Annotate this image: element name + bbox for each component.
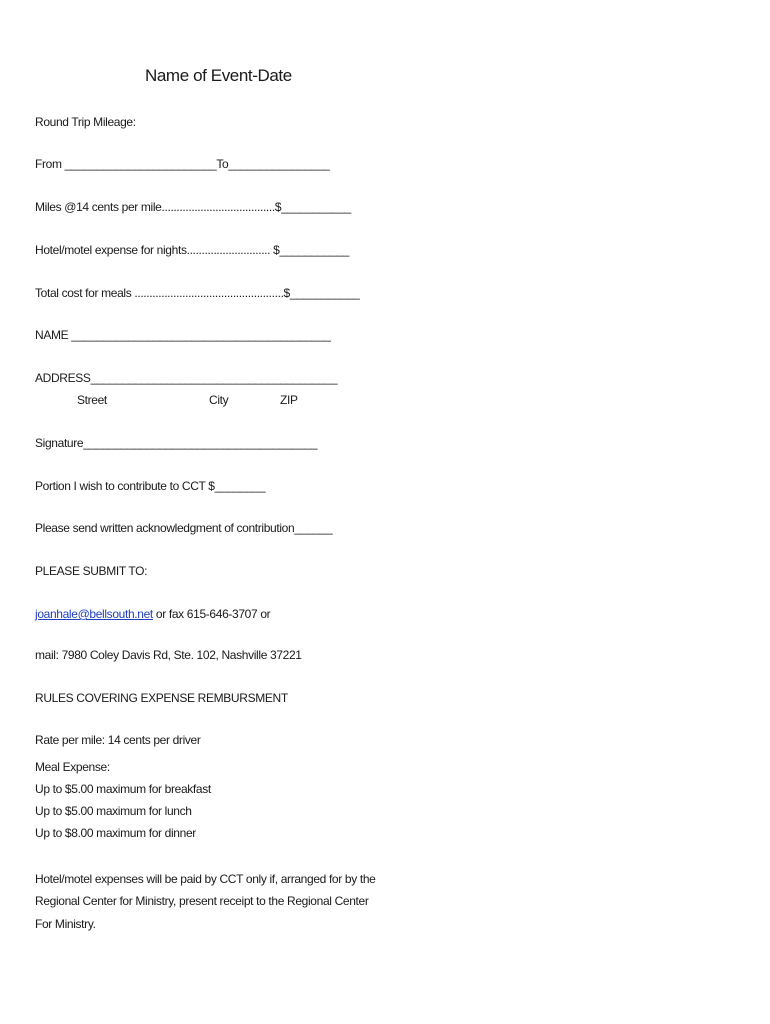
meal-expense-heading: Meal Expense: (35, 760, 110, 774)
rate-rule: Rate per mile: 14 cents per driver (35, 733, 201, 747)
signature-field: Signature_____________________________________ (35, 436, 318, 450)
submit-contact-line (35, 607, 270, 622)
hotel-rule-line-2: Regional Center for Ministry, present receipt to the Regional Center (35, 894, 369, 908)
submit-heading: PLEASE SUBMIT TO: (35, 564, 148, 578)
mail-address: mail: 7980 Coley Davis Rd, Ste. 102, Nashville 37221 (35, 648, 302, 662)
fax-text: or fax 615-646-3707 or (152, 607, 271, 621)
breakfast-rule: Up to $5.00 maximum for breakfast (35, 782, 211, 796)
miles-cost-field: Miles @14 cents per mile......................................$___________ (35, 200, 351, 214)
from-to-field: From ________________________To________________ (35, 157, 330, 171)
hotel-rule-line-3: For Ministry. (35, 917, 96, 931)
meals-cost-field: Total cost for meals ..................................................$___________ (35, 286, 360, 300)
zip-label: ZIP (280, 393, 298, 407)
rules-heading: RULES COVERING EXPENSE REMBURSMENT (35, 691, 288, 705)
city-label: City (209, 393, 229, 407)
page-title: Name of Event-Date (145, 66, 292, 85)
email-link[interactable]: joanhale@bellsouth.net (35, 607, 153, 621)
contribution-portion-field: Portion I wish to contribute to CCT $________ (35, 479, 266, 493)
street-label: Street (77, 393, 107, 407)
acknowledgment-field: Please send written acknowledgment of contribution______ (35, 521, 333, 535)
lunch-rule: Up to $5.00 maximum for lunch (35, 804, 192, 818)
hotel-expense-field: Hotel/motel expense for nights............................ $___________ (35, 243, 350, 257)
name-field: NAME _________________________________________ (35, 328, 331, 342)
address-field: ADDRESS_______________________________________ (35, 371, 338, 385)
dinner-rule: Up to $8.00 maximum for dinner (35, 826, 196, 840)
mileage-label: Round Trip Mileage: (35, 115, 136, 129)
hotel-rule-line-1: Hotel/motel expenses will be paid by CCT only if, arranged for by the (35, 872, 376, 886)
